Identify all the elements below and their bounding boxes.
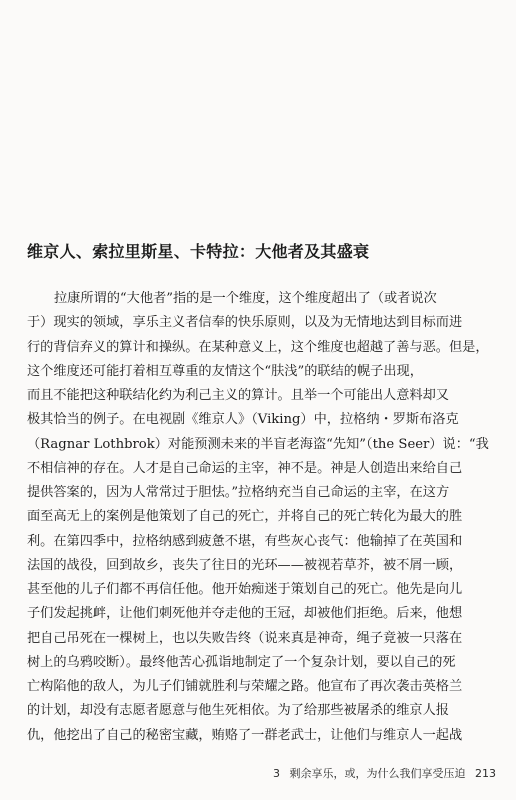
text-line: 甚至他的儿子们都不再信任他。他开始痴迷于策划自己的死亡。他先是向儿: [27, 582, 463, 597]
text-line: 行的背信弃义的算计和操纵。在某种意义上，这个维度也超越了善与恶。但是，: [27, 339, 489, 355]
text-line: 法国的战役，回到故乡，丧失了往日的光环——被视若草芥，被不屑一顾，: [27, 557, 463, 573]
text-line: （Ragnar Lothbrok）对能预测未来的半盲老海盗“先知”（the Seer）说：“我: [27, 436, 489, 452]
text-line: 不相信神的存在。人才是自己命运的主宰，神不是。神是人创造出来给自己: [27, 460, 463, 476]
text-line: 极其恰当的例子。在电视剧《维京人》（Viking）中，拉格纳・罗斯布洛克: [27, 412, 459, 428]
text-line: 面至高无上的案例是他策划了自己的死亡，并将自己的死亡转化为最大的胜: [27, 509, 463, 525]
page-number: 213: [475, 767, 496, 780]
text-line: 这个维度还可能打着相互尊重的友情这个“肤浅”的联结的幌子出现，: [27, 363, 423, 379]
body-text: [27, 287, 497, 748]
text-line: 拉康所谓的“大他者”指的是一个维度，这个维度超出了（或者说次: [54, 291, 437, 306]
text-line: 把自己吊死在一棵树上，也以失败告终（说来真是神奇，绳子竟被一只落在: [27, 630, 463, 646]
text-line: 提供答案的，因为人常常过于胆怯。”拉格纳充当自己命运的主宰，在这方: [27, 485, 450, 500]
text-line: 于）现实的领域，享乐主义者信奉的快乐原则，以及为无情地达到目标而进: [27, 315, 463, 331]
text-line: 利。在第四季中，拉格纳感到疲惫不堪，有些灰心丧气：他输掉了在英国和: [27, 533, 463, 549]
running-title: 剩余享乐，或，为什么我们享受压迫: [289, 767, 466, 780]
chapter-number: 3: [273, 767, 280, 780]
text-line: 仇，他挖出了自己的秘密宝藏，贿赂了一群老武士，让他们与维京人一起战: [27, 727, 463, 743]
section-heading: 维京人、索拉里斯星、卡特拉：大他者及其盛衰: [27, 242, 370, 261]
text-line: 子们发起挑衅，让他们刺死他并夺走他的王冠，却被他们拒绝。后来，他想: [27, 606, 463, 622]
text-line: 亡构陷他的敌人，为儿子们铺就胜利与荣耀之路。他宣布了再次袭击英格兰: [27, 679, 463, 694]
page-footer: [250, 765, 496, 781]
text-line: 而且不能把这种联结化约为利己主义的算计。且举一个可能出人意料却又: [27, 388, 449, 403]
text-line: 树上的乌鸦咬断）。最终他苦心孤诣地制定了一个复杂计划，要以自己的死: [27, 654, 456, 670]
text-line: 的计划，却没有志愿者愿意与他生死相依。为了给那些被屠杀的维京人报: [27, 703, 449, 719]
